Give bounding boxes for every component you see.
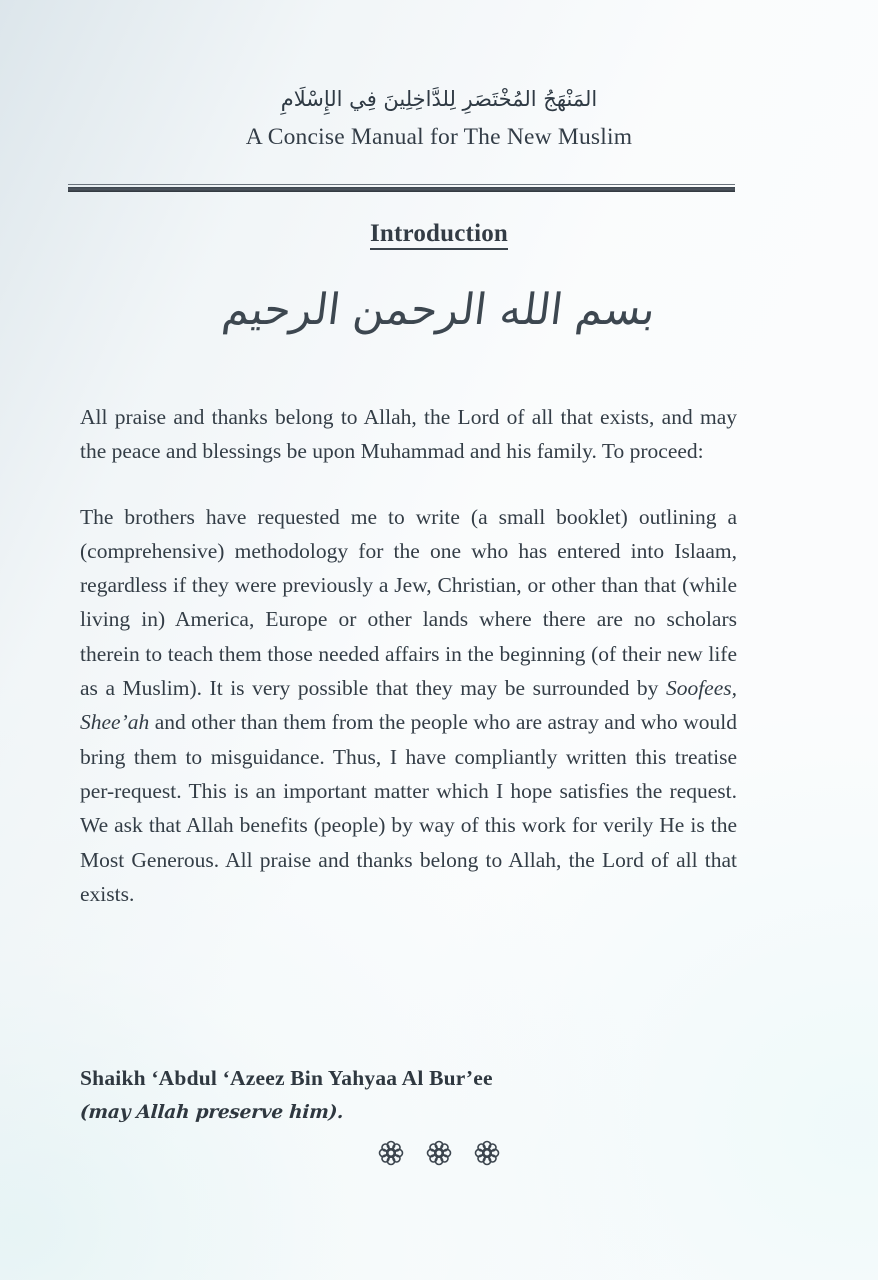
- english-book-title: A Concise Manual for The New Muslim: [245, 123, 633, 150]
- paragraph-praise: All praise and thanks belong to Allah, the Lord of all that exists, and may the peace and blessings be upon Muhammad and his family. To proceed:: [80, 405, 737, 464]
- paragraph-request: [80, 500, 737, 912]
- paragraph-request-italic-sects: Soofees, Shee’ah: [80, 676, 737, 735]
- body-text: [80, 400, 737, 911]
- author-signature: [80, 1062, 740, 1129]
- page-header: [0, 84, 878, 151]
- ornament-row: [0, 1140, 878, 1174]
- paragraph-request-part-1: The brothers have requested me to write (a small booklet) outlining a (comprehensive) methodology for the one who has entered into Islaam, regardless if they were previously a Jew, Christian, or other than that (while living in) America, Europe or other lands where there are no scholars therein to teach them those needed affairs in the beginning (of their new life as a Muslim). It is very possible that they may be surrounded by: [80, 504, 737, 701]
- section-heading-label: Introduction: [370, 220, 508, 250]
- flower-rosette-icon: [426, 1140, 452, 1166]
- author-dua: (may Allah preserve him).: [79, 1102, 345, 1123]
- divider-thin-line: [68, 184, 735, 185]
- flower-rosette-icon: [474, 1140, 500, 1166]
- divider-thick-line: [68, 187, 735, 192]
- section-heading: [0, 220, 878, 248]
- basmala-calligraphy: بسم الله الرحمن الرحيم: [219, 285, 659, 335]
- paragraph-request-part-2: and other than them from the people who are astray and who would bring them to misguidance. Thus, I have compliantly written this treatise per-request. This is an important matter which I hope satisfies the request. We ask that Allah benefits (people) by way of this work for verily He is the Most Generous. All praise and thanks belong to Allah, the Lord of all that exists.: [80, 710, 737, 906]
- author-name: Shaikh ‘Abdul ‘Azeez Bin Yahyaa Al Bur’ee: [80, 1066, 493, 1090]
- arabic-book-title: المَنْهَجُ المُخْتَصَرِ لِلدَّاخِلِينَ فِي الإِسْلَامِ: [280, 87, 598, 111]
- flower-rosette-icon: [378, 1140, 404, 1166]
- header-divider: [68, 184, 735, 194]
